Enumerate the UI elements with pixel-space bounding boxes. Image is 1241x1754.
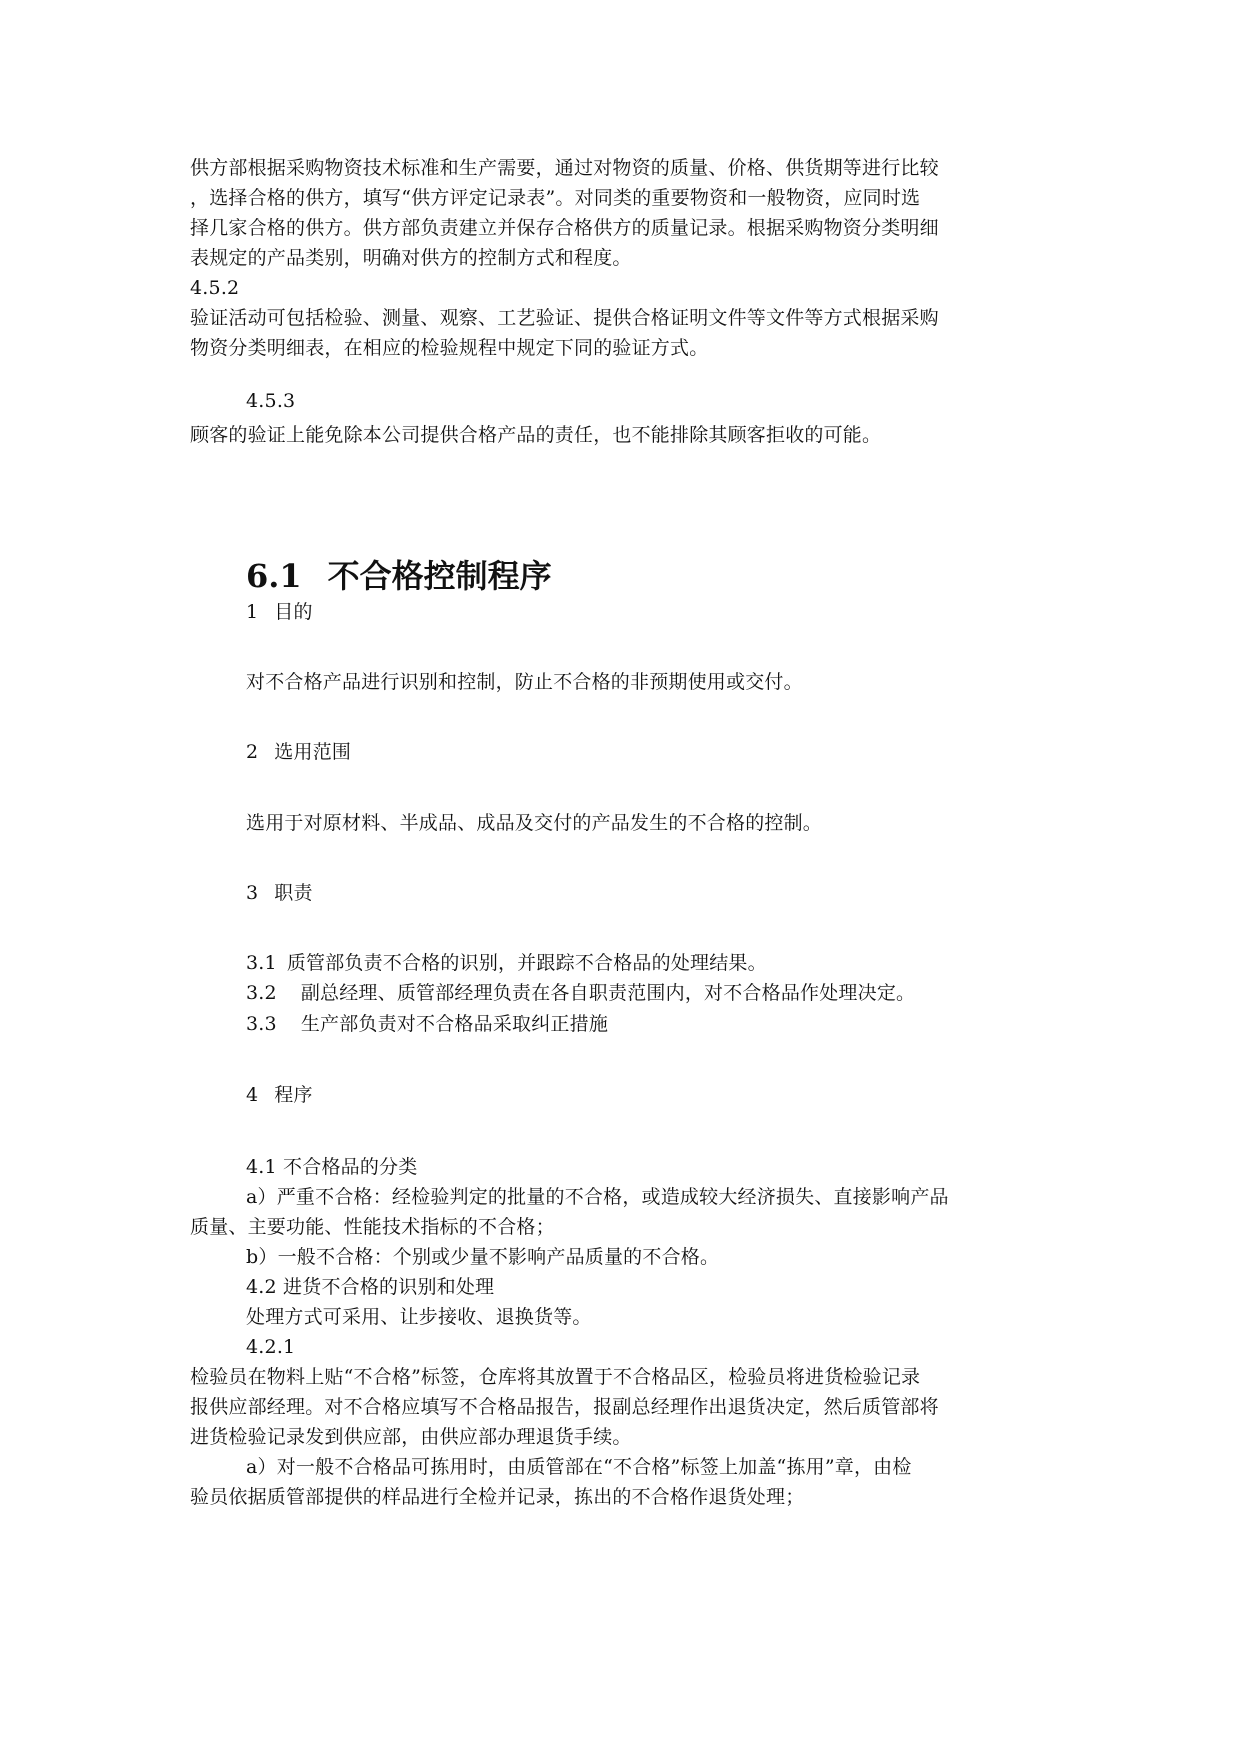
paragraph-line: 验证活动可包括检验、测量、观察、工艺验证、提供合格证明文件等文件等方式根据采购	[190, 307, 939, 329]
subsection-heading: 2 选用范围	[246, 741, 352, 763]
duty-item: 3.1 质管部负责不合格的识别，并跟踪不合格品的处理结果。	[246, 952, 767, 974]
paragraph-line: 处理方式可采用、让步接收、退换货等。	[246, 1306, 592, 1328]
section-number: 6.1	[246, 557, 302, 595]
clause-number: 4.5.3	[246, 390, 296, 412]
section-heading	[246, 553, 552, 599]
paragraph-line: 择几家合格的供方。供方部负责建立并保存合格供方的质量记录。根据采购物资分类明细	[190, 217, 939, 239]
paragraph-line: 顾客的验证上能免除本公司提供合格产品的责任，也不能排除其顾客拒收的可能。	[190, 424, 882, 446]
paragraph-line: 表规定的产品类别，明确对供方的控制方式和程度。	[190, 247, 632, 269]
paragraph-line: 物资分类明细表，在相应的检验规程中规定下同的验证方式。	[190, 337, 709, 359]
duty-item: 3.3 生产部负责对不合格品采取纠正措施	[246, 1013, 609, 1035]
paragraph-line: 报供应部经理。对不合格应填写不合格品报告，报副总经理作出退货决定，然后质管部将	[190, 1396, 939, 1418]
paragraph-line: 供方部根据采购物资技术标准和生产需要，通过对物资的质量、价格、供货期等进行比较	[190, 157, 939, 179]
section-title: 不合格控制程序	[327, 557, 552, 595]
clause-heading: 4.1 不合格品的分类	[246, 1156, 418, 1178]
clause-heading: 4.2 进货不合格的识别和处理	[246, 1276, 495, 1298]
paragraph-line: 进货检验记录发到供应部，由供应部办理退货手续。	[190, 1426, 632, 1448]
paragraph-line: ，选择合格的供方，填写“供方评定记录表”。对同类的重要物资和一般物资，应同时选	[190, 187, 921, 209]
duty-item: 3.2 副总经理、质管部经理负责在各自职责范围内，对不合格品作处理决定。	[246, 982, 916, 1004]
paragraph-line: a）对一般不合格品可拣用时，由质管部在“不合格”标签上加盖“拣用”章，由检	[246, 1456, 912, 1478]
paragraph-line: 选用于对原材料、半成品、成品及交付的产品发生的不合格的控制。	[246, 812, 823, 834]
paragraph-line: 对不合格产品进行识别和控制，防止不合格的非预期使用或交付。	[246, 671, 803, 693]
subsection-heading: 4 程序	[246, 1084, 313, 1106]
clause-number: 4.5.2	[190, 277, 240, 299]
paragraph-line: 质量、主要功能、性能技术指标的不合格；	[190, 1216, 555, 1238]
paragraph-line: a）严重不合格：经检验判定的批量的不合格，或造成较大经济损失、直接影响产品	[246, 1186, 949, 1208]
paragraph-line: b）一般不合格：个别或少量不影响产品质量的不合格。	[246, 1246, 720, 1268]
subsection-heading: 3 职责	[246, 882, 313, 904]
subsection-heading: 1 目的	[246, 601, 313, 623]
clause-number: 4.2.1	[246, 1336, 296, 1358]
paragraph-line: 验员依据质管部提供的样品进行全检并记录，拣出的不合格作退货处理；	[190, 1486, 805, 1508]
paragraph-line: 检验员在物料上贴“不合格”标签，仓库将其放置于不合格品区，检验员将进货检验记录	[190, 1366, 921, 1388]
